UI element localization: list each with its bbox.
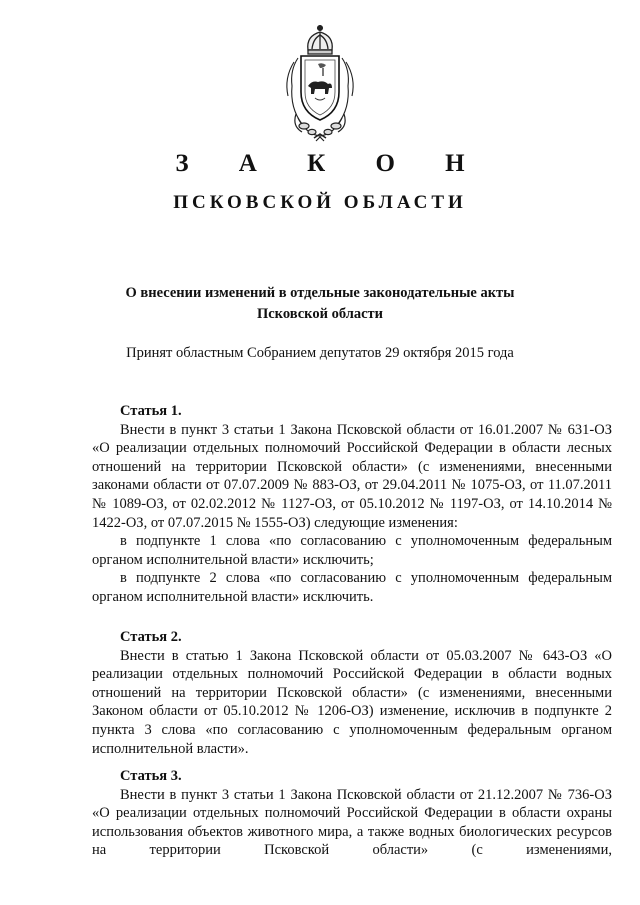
crown-icon [308,25,333,54]
article-1-paragraph-3: в подпункте 2 слова «по согласованию с уполномоченным федеральным органом исполнительной власти» исключить. [92,570,612,605]
article-1-paragraph-1: Внести в пункт 3 статьи 1 Закона Псковской области от 16.01.2007 № 631-ОЗ «О реализации отдельных полномочий Российской Федерации в области лесных отношений на территории Псковской области» (с изменениями, внесенными законами области от 07.07.2009 № 883-ОЗ, от 29.04.2011 № 1075-ОЗ, от 11.07.2011 № 1089-ОЗ, от 02.02.2012 № 1127-ОЗ, от 05.10.2012 № 1197-ОЗ, от 14.10.2014 № 1422-ОЗ, от 07.07.2015 № 1555-ОЗ) следующие изменения: [92,421,612,531]
article-1 [92,402,612,607]
article-3 [92,767,612,860]
adoption-date-line: Принят областным Собранием депутатов 29 октября 2015 года [126,345,514,361]
article-2-title: Статья 2. [120,629,182,645]
region-subtitle: ПСКОВСКОЙ ОБЛАСТИ [173,192,467,213]
shield-icon [301,56,339,120]
coat-of-arms-emblem [268,22,372,144]
article-1-paragraph-2: в подпункте 1 слова «по согласованию с уполномоченным федеральным органом исполнительной власти» исключить; [92,533,612,568]
article-1-title: Статья 1. [120,403,182,419]
document-heading [0,283,640,325]
document-heading-line-1: О внесении изменений в отдельные законодательные акты [125,285,515,301]
document-heading-line-2: Псковской области [256,306,384,322]
article-2-paragraph-1: Внести в статью 1 Закона Псковской области от 05.03.2007 № 643-ОЗ «О реализации отдельных полномочий Российской Федерации в области водных отношений на территории Псковской области» (с изменениями, внесенными Законом области от 05.10.2012 № 1206-ОЗ) изменение, исключив в подпункте 2 пункта 3 слова «по согласованию с уполномоченным федеральным органом исполнительной власти». [92,647,612,757]
article-3-paragraph-1: Внести в пункт 3 статьи 1 Закона Псковской области от 21.12.2007 № 736-ОЗ «О реализации отдельных полномочий Российской Федерации в области охраны использования объектов животного мира, а также водных биологических ресурсов на территории Псковской области» (с изменениями, [92,786,612,859]
article-2 [92,628,612,758]
law-title: З А К О Н [175,150,487,177]
article-3-title: Статья 3. [120,768,182,784]
